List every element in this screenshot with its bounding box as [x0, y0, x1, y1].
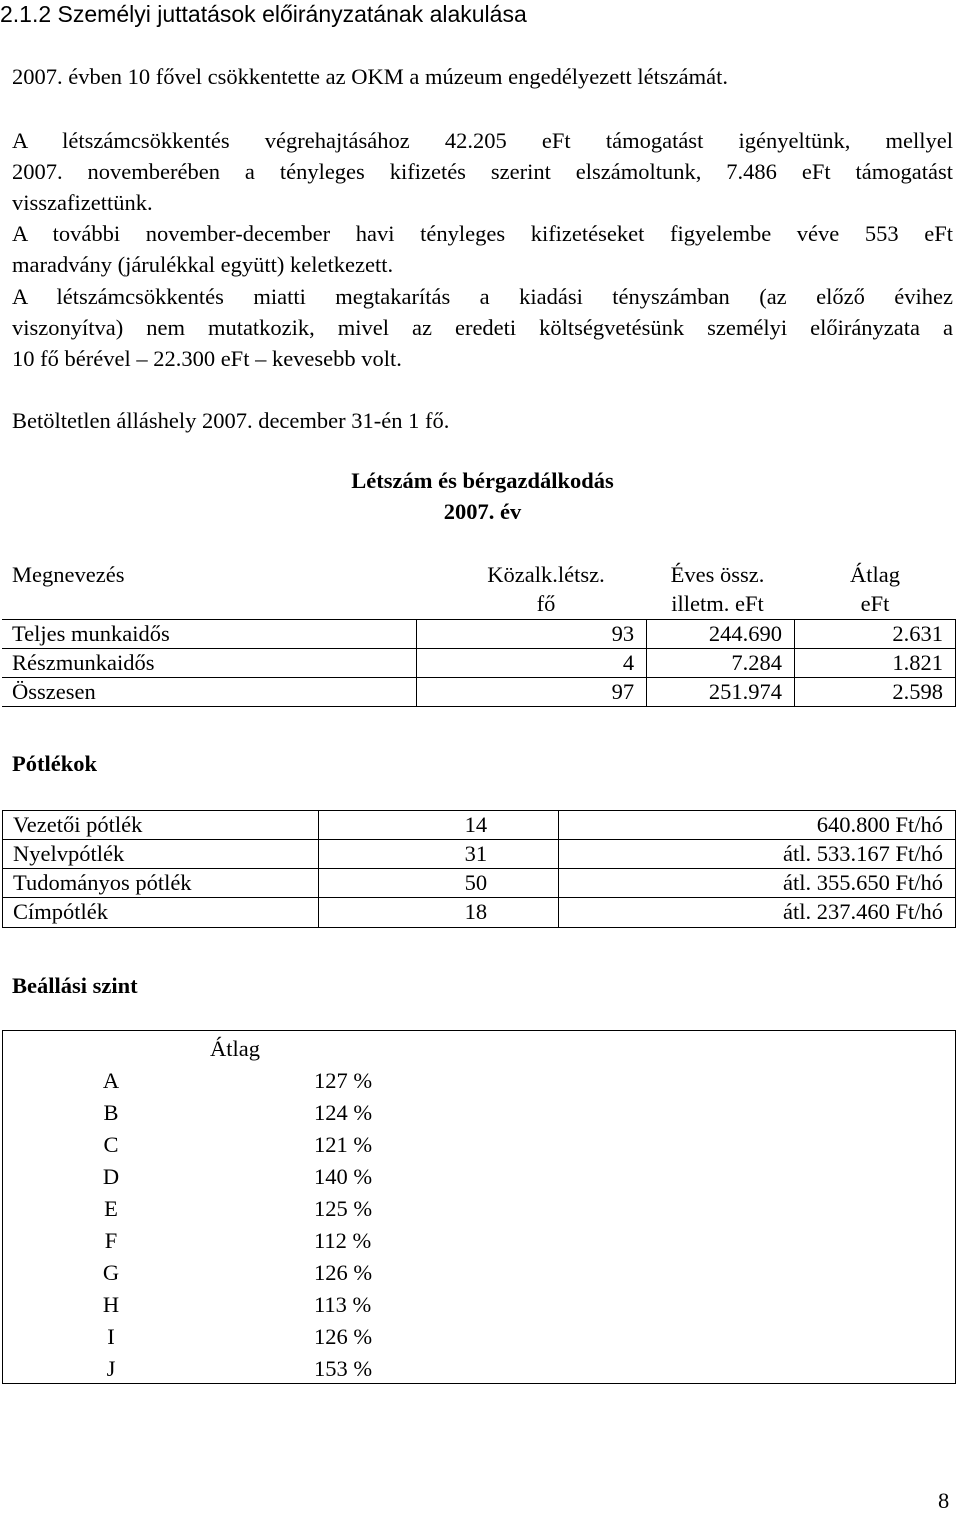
level-label: I	[107, 1324, 115, 1349]
level-value: 121 %	[314, 1132, 373, 1157]
col-header-avg	[800, 560, 950, 619]
table-row	[3, 811, 956, 840]
paragraph-4-line-2: viszonyítva) nem mutatkozik, mivel az eredeti költségvetésünk személyi előirányzata a	[12, 315, 953, 340]
paragraph-4-line-3: 10 fő bérével – 22.300 eFt – kevesebb volt.	[12, 346, 402, 371]
allowance-name: Vezetői pótlék	[3, 811, 319, 840]
level-value: 127 %	[314, 1068, 373, 1093]
row-annual: 244.690	[647, 620, 795, 649]
table-row	[3, 869, 956, 898]
col-header-avg-line2: eFt	[860, 591, 890, 617]
paragraph-2-line-3: visszafizettünk.	[12, 190, 153, 215]
level-label: G	[102, 1260, 120, 1285]
paragraph-1: 2007. évben 10 fővel csökkentette az OKM a múzeum engedélyezett létszámát.	[12, 64, 728, 89]
row-name: Részmunkaidős	[2, 649, 417, 678]
col-header-count-line2: fő	[536, 591, 556, 617]
allowance-count: 31	[318, 840, 558, 869]
paragraph-2-line-1: A létszámcsökkentés végrehajtásához 42.205 eFt támogatást igényeltünk, mellyel	[12, 128, 953, 153]
table-row	[2, 620, 956, 649]
row-count: 4	[417, 649, 647, 678]
table1-title: Létszám és bérgazdálkodás	[351, 468, 614, 493]
row-annual: 251.974	[647, 678, 795, 707]
level-label: H	[102, 1292, 120, 1317]
level-value: 126 %	[314, 1260, 373, 1285]
level-label: F	[104, 1228, 118, 1253]
col-header-annual	[650, 560, 785, 619]
row-annual: 7.284	[647, 649, 795, 678]
paragraph-2-line-2: 2007. novemberében a tényleges kifizetés szerint elszámoltunk, 7.486 eFt támogatást	[12, 159, 953, 184]
allowance-name: Tudományos pótlék	[3, 869, 319, 898]
page-number: 8	[938, 1488, 950, 1513]
table-row	[3, 840, 956, 869]
table1-subtitle: 2007. év	[443, 499, 522, 524]
table2-title: Pótlékok	[12, 751, 98, 776]
level-label: C	[103, 1132, 119, 1157]
level-value: 125 %	[314, 1196, 373, 1221]
level-label: J	[106, 1356, 116, 1381]
level-value: 124 %	[314, 1100, 373, 1125]
col-header-avg-line1: Átlag	[850, 562, 900, 587]
allowance-count: 50	[318, 869, 558, 898]
level-value: 140 %	[314, 1164, 373, 1189]
row-count: 93	[417, 620, 647, 649]
allowance-name: Nyelvpótlék	[3, 840, 319, 869]
col-header-name: Megnevezés	[12, 562, 125, 587]
table-row	[2, 649, 956, 678]
level-label: E	[104, 1196, 118, 1221]
col-header-count-line1: Közalk.létsz.	[487, 562, 605, 587]
table3-title: Beállási szint	[12, 973, 138, 998]
table-row	[2, 678, 956, 707]
level-label: A	[102, 1068, 120, 1093]
level-value: 113 %	[314, 1292, 372, 1317]
paragraph-4-line-1: A létszámcsökkentés miatti megtakarítás a kiadási tényszámban (az előző évihez	[12, 284, 953, 309]
level-table-header: Átlag	[210, 1036, 260, 1061]
level-table	[2, 1030, 956, 1384]
level-value: 112 %	[314, 1228, 372, 1253]
col-header-count	[466, 560, 626, 619]
paragraph-3-line-1: A további november-december havi tényleges kifizetéseket figyelembe véve 553 eFt	[12, 221, 953, 246]
row-avg: 2.598	[795, 678, 956, 707]
allowance-amount: átl. 237.460 Ft/hó	[558, 898, 955, 927]
allowance-count: 14	[318, 811, 558, 840]
allowance-amount: 640.800 Ft/hó	[558, 811, 955, 840]
row-count: 97	[417, 678, 647, 707]
paragraph-3-line-2: maradvány (járulékkal együtt) keletkezett.	[12, 252, 394, 277]
row-avg: 1.821	[795, 649, 956, 678]
allowances-table	[2, 810, 956, 928]
headcount-table	[2, 619, 956, 707]
col-header-annual-line1: Éves össz.	[670, 562, 765, 587]
allowance-amount: átl. 533.167 Ft/hó	[558, 840, 955, 869]
allowance-name: Címpótlék	[3, 898, 319, 927]
row-name: Teljes munkaidős	[2, 620, 417, 649]
row-avg: 2.631	[795, 620, 956, 649]
level-label: D	[102, 1164, 120, 1189]
row-name: Összesen	[2, 678, 417, 707]
col-header-annual-line2: illetm. eFt	[671, 591, 764, 617]
level-value: 126 %	[314, 1324, 373, 1349]
allowance-count: 18	[318, 898, 558, 927]
section-title: 2.1.2 Személyi juttatások előirányzatának alakulása	[0, 1, 527, 27]
allowance-amount: átl. 355.650 Ft/hó	[558, 869, 955, 898]
table-row	[3, 898, 956, 927]
level-label: B	[103, 1100, 119, 1125]
paragraph-5: Betöltetlen álláshely 2007. december 31-én 1 fő.	[12, 408, 450, 433]
level-value: 153 %	[314, 1356, 373, 1381]
